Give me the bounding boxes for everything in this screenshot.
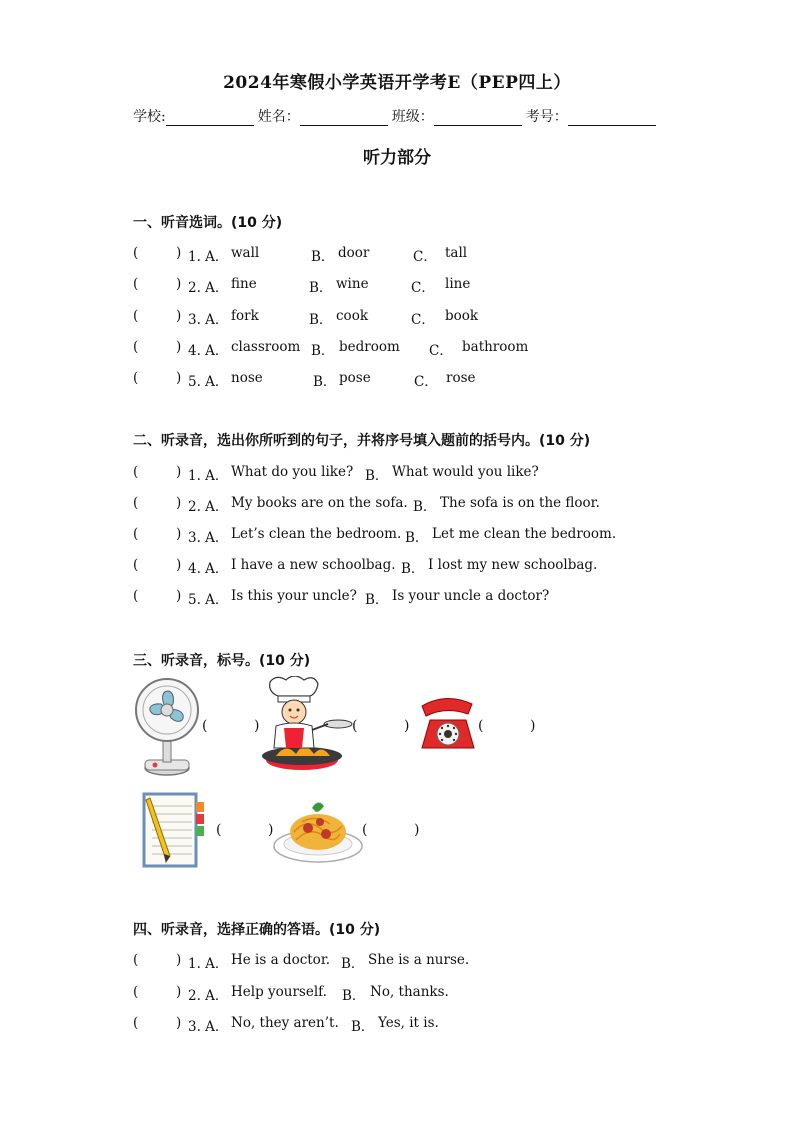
option-b-label: B． <box>413 499 437 515</box>
answer-paren-close: ) <box>176 308 182 324</box>
option-c: rose <box>446 370 476 386</box>
question-number: 5. A． <box>188 374 229 390</box>
answer-paren-open[interactable]: ( <box>133 984 139 1000</box>
section-3-heading: 三、听录音，标号。(10 分) <box>133 653 311 669</box>
option-b: door <box>338 245 370 261</box>
picture-blank-close: ) <box>268 822 274 838</box>
option-c-label: C． <box>411 280 435 296</box>
answer-paren-open[interactable]: ( <box>133 557 139 573</box>
option-b-label: B． <box>365 592 389 608</box>
picture-blank-open[interactable]: ( <box>478 718 484 734</box>
section-1-heading: 一、听音选词。(10 分) <box>133 215 283 231</box>
question-number: 4. A． <box>188 561 229 577</box>
answer-paren-open[interactable]: ( <box>133 339 139 355</box>
option-c: line <box>445 276 471 292</box>
question-number: 4. A． <box>188 343 229 359</box>
option-b-label: B． <box>309 280 333 296</box>
name-blank[interactable] <box>300 109 388 126</box>
answer-paren-open[interactable]: ( <box>133 370 139 386</box>
picture-blank-open[interactable]: ( <box>352 718 358 734</box>
answer-paren-close: ) <box>176 952 182 968</box>
option-a: fork <box>231 308 259 324</box>
answer-paren-close: ) <box>176 984 182 1000</box>
question-number: 5. A． <box>188 592 229 608</box>
answer-paren-close: ) <box>176 276 182 292</box>
class-label: 班级： <box>391 109 434 125</box>
option-b-label: B． <box>313 374 337 390</box>
option-c: book <box>445 308 479 324</box>
answer-paren-close: ) <box>176 370 182 386</box>
picture-blank-open[interactable]: ( <box>202 718 208 734</box>
picture-blank-close: ) <box>530 718 536 734</box>
option-a: He is a doctor. <box>231 952 331 968</box>
option-b: Yes, it is. <box>378 1015 439 1031</box>
option-a: Let’s clean the bedroom. <box>231 526 402 542</box>
answer-paren-close: ) <box>176 464 182 480</box>
answer-paren-close: ) <box>176 588 182 604</box>
option-a: Help yourself. <box>231 984 327 1000</box>
section-4-heading: 四、听录音，选择正确的答语。(10 分) <box>133 922 381 938</box>
option-b: The sofa is on the floor. <box>440 495 600 511</box>
question-number: 1. A． <box>188 956 229 972</box>
option-b-label: B． <box>351 1019 375 1035</box>
question-number: 3. A． <box>188 312 229 328</box>
option-c-label: C． <box>413 249 437 265</box>
option-c-label: C． <box>414 374 438 390</box>
question-number: 2. A． <box>188 499 229 515</box>
question-number: 1. A． <box>188 249 229 265</box>
option-b-label: B． <box>342 988 366 1004</box>
answer-paren-close: ) <box>176 495 182 511</box>
picture-blank-open[interactable]: ( <box>362 822 368 838</box>
answer-paren-open[interactable]: ( <box>133 588 139 604</box>
option-a: wall <box>231 245 260 261</box>
notebook-picture <box>136 790 208 870</box>
question-number: 3. A． <box>188 1019 229 1035</box>
option-c: tall <box>445 245 468 261</box>
answer-paren-close: ) <box>176 526 182 542</box>
option-b-label: B． <box>405 530 429 546</box>
option-c-label: C． <box>411 312 435 328</box>
option-b: I lost my new schoolbag. <box>428 557 598 573</box>
question-number: 2. A． <box>188 280 229 296</box>
answer-paren-open[interactable]: ( <box>133 1015 139 1031</box>
name-label: 姓名： <box>257 109 300 125</box>
option-b-label: B． <box>365 468 389 484</box>
school-label: 学校: <box>133 109 166 125</box>
answer-paren-open[interactable]: ( <box>133 952 139 968</box>
option-a: classroom <box>231 339 301 355</box>
question-number: 3. A． <box>188 530 229 546</box>
option-a: nose <box>231 370 263 386</box>
option-b: She is a nurse. <box>368 952 470 968</box>
option-a: I have a new schoolbag. <box>231 557 396 573</box>
option-b: What would you like? <box>392 464 539 480</box>
option-b-label: B． <box>341 956 365 972</box>
picture-blank-open[interactable]: ( <box>216 822 222 838</box>
option-c-label: C． <box>429 343 453 359</box>
option-b: Let me clean the bedroom. <box>432 526 617 542</box>
option-b-label: B． <box>401 561 425 577</box>
option-b: pose <box>339 370 371 386</box>
option-b-label: B． <box>309 312 333 328</box>
spaghetti-picture <box>272 794 364 866</box>
option-b: Is your uncle a doctor? <box>392 588 550 604</box>
answer-paren-open[interactable]: ( <box>133 308 139 324</box>
option-b: No, thanks. <box>370 984 449 1000</box>
telephone-picture <box>416 692 478 754</box>
school-blank[interactable] <box>166 109 254 126</box>
chef-picture <box>256 676 354 776</box>
option-b: bedroom <box>339 339 400 355</box>
option-a: What do you like? <box>231 464 354 480</box>
picture-blank-close: ) <box>404 718 410 734</box>
answer-paren-close: ) <box>176 339 182 355</box>
answer-paren-open[interactable]: ( <box>133 464 139 480</box>
option-b-label: B． <box>311 249 335 265</box>
answer-paren-open[interactable]: ( <box>133 245 139 261</box>
option-a: Is this your uncle? <box>231 588 357 604</box>
class-blank[interactable] <box>434 109 522 126</box>
question-number: 1. A． <box>188 468 229 484</box>
option-b: wine <box>336 276 369 292</box>
option-a: My books are on the sofa. <box>231 495 408 511</box>
fan-picture <box>133 672 201 778</box>
option-a: fine <box>231 276 257 292</box>
answer-paren-open[interactable]: ( <box>133 495 139 511</box>
option-b: cook <box>336 308 368 324</box>
picture-blank-close: ) <box>414 822 420 838</box>
answer-paren-close: ) <box>176 557 182 573</box>
answer-paren-close: ) <box>176 1015 182 1031</box>
student-info-row <box>133 106 660 126</box>
number-blank[interactable] <box>568 109 656 126</box>
section-2-heading: 二、听录音，选出你所听到的句子，并将序号填入题前的括号内。(10 分) <box>133 433 591 449</box>
option-b-label: B． <box>311 343 335 359</box>
question-number: 2. A． <box>188 988 229 1004</box>
answer-paren-open[interactable]: ( <box>133 276 139 292</box>
answer-paren-close: ) <box>176 245 182 261</box>
listening-part-title: 听力部分 <box>363 148 431 168</box>
answer-paren-open[interactable]: ( <box>133 526 139 542</box>
exam-title: 2024年寒假小学英语开学考E（PEP四上） <box>223 73 571 93</box>
option-c: bathroom <box>462 339 529 355</box>
number-label: 考号： <box>525 109 568 125</box>
picture-blank-close: ) <box>254 718 260 734</box>
option-a: No, they aren’t. <box>231 1015 339 1031</box>
